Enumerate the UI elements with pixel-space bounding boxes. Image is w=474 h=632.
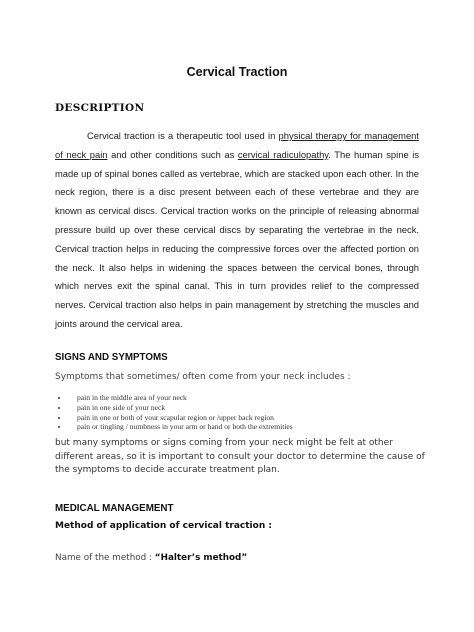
description-text-2: and other conditions such as	[107, 148, 238, 160]
description-heading: DESCRIPTION	[55, 102, 145, 114]
symptom-item: • pain or tingling / numbness in your arm or hand or both the extremities	[69, 422, 429, 432]
signs-continuation: but many symptoms or signs coming from your neck might be felt at other different areas, so it is important to consult your doctor to determine the cause of the symptoms to decide accurate treatment plan.	[55, 438, 425, 475]
cervical-radiculopathy-link[interactable]: cervical radiculopathy	[237, 148, 329, 160]
method-name-line	[55, 553, 247, 563]
physical-therapy-link[interactable]: physical therapy for management of neck pain	[55, 130, 419, 160]
description-text-3: . The human spine is made up of spinal bones called as vertebrae, which are stacked upon each other. In the neck region, there is a disc present between each of these vertebrae and they are known as cervical discs. Cervical traction works on the principle of releasing abnormal pressure build up over these cervical discs by separating the vertebrae in the neck. Cervical traction helps in reducing the compressive forces over the affected portion on the neck. It also helps in widening the spaces between the cervical bones, through which nerves exit the spinal canal. This in turn provides relief to the compressed nerves. Cervical traction also helps in pain management by stretching the muscles and joints around the cervical area.	[55, 148, 420, 329]
method-label: Method of application of cervical traction :	[55, 521, 272, 531]
symptom-item: • pain in one side of your neck	[69, 403, 429, 413]
medical-management-heading: MEDICAL MANAGEMENT	[55, 503, 174, 514]
document-title: Cervical Traction	[186, 65, 288, 79]
signs-intro: Symptoms that sometimes/ often come from your neck includes :	[55, 372, 351, 382]
method-prefix: Name of the method :	[55, 553, 155, 563]
symptom-item: • pain in one or both of your scapular region or /upper back region	[69, 413, 429, 423]
description-text-1: Cervical traction is a therapeutic tool used in	[87, 130, 279, 141]
symptom-item: • pain in the middle area of your neck	[69, 393, 429, 403]
signs-heading: SIGNS AND SYMPTOMS	[55, 352, 168, 363]
symptom-list	[55, 393, 429, 432]
description-paragraph	[55, 127, 419, 334]
method-name: “Halter’s method”	[154, 553, 248, 563]
